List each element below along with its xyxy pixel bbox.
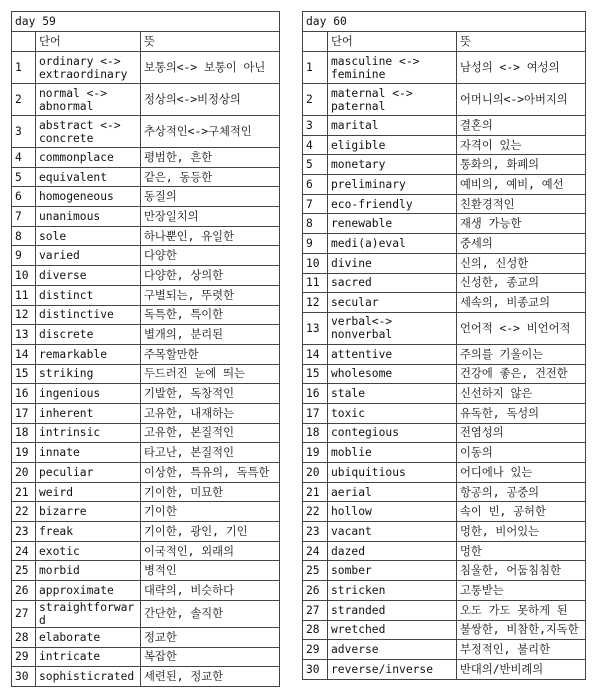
table-row [12, 226, 280, 246]
row-word: exotic [36, 541, 141, 561]
table-row [12, 403, 280, 423]
row-word: attentive [328, 344, 457, 364]
row-number: 24 [12, 541, 36, 561]
row-meaning: 두드러진 눈에 띄는 [141, 364, 280, 384]
row-number: 5 [303, 155, 328, 175]
table-row [303, 403, 586, 423]
table-row [303, 463, 586, 483]
row-meaning: 친환경적인 [457, 194, 586, 214]
row-meaning: 멍한 [457, 541, 586, 561]
header-number [12, 32, 36, 52]
row-meaning: 고유한, 내재하는 [141, 403, 280, 423]
table-row [12, 167, 280, 187]
table-row [303, 423, 586, 443]
row-number: 23 [12, 522, 36, 542]
row-number: 11 [303, 273, 328, 293]
table-row [303, 561, 586, 581]
row-word: moblie [328, 443, 457, 463]
row-word: ingenious [36, 384, 141, 404]
row-number: 7 [303, 194, 328, 214]
row-meaning: 독특한, 특이한 [141, 305, 280, 325]
table-header-row [303, 32, 586, 52]
row-word: contegious [328, 423, 457, 443]
row-meaning: 오도 가도 못하게 된 [457, 600, 586, 620]
table-row [303, 640, 586, 660]
table-header-row [12, 32, 280, 52]
table-row [12, 647, 280, 667]
table-row [12, 502, 280, 522]
row-number: 3 [303, 116, 328, 136]
table-row [303, 541, 586, 561]
row-word: medi(a)eval [328, 234, 457, 254]
row-number: 18 [303, 423, 328, 443]
row-meaning: 어머니의<->아버지의 [457, 84, 586, 116]
table-row [12, 325, 280, 345]
row-meaning: 간단한, 솔직한 [141, 600, 280, 627]
row-number: 17 [12, 403, 36, 423]
row-meaning: 재생 가능한 [457, 214, 586, 234]
table-row [303, 293, 586, 313]
row-number: 2 [12, 84, 36, 116]
row-meaning: 복잡한 [141, 647, 280, 667]
row-word: dazed [328, 541, 457, 561]
table-row [12, 522, 280, 542]
row-meaning: 고유한, 본질적인 [141, 423, 280, 443]
row-word: intricate [36, 647, 141, 667]
table-row [12, 541, 280, 561]
row-meaning: 남성의 <-> 여성의 [457, 52, 586, 84]
row-word: stale [328, 384, 457, 404]
row-meaning: 같은, 동등한 [141, 167, 280, 187]
table-title-row [303, 12, 586, 32]
row-word: hollow [328, 502, 457, 522]
row-word: preliminary [328, 175, 457, 195]
row-number: 28 [303, 620, 328, 640]
row-meaning: 다양한 [141, 246, 280, 266]
row-word: homogeneous [36, 187, 141, 207]
row-meaning: 고통받는 [457, 581, 586, 601]
table-row [303, 312, 586, 344]
row-word: maternal <-> paternal [328, 84, 457, 116]
row-number: 20 [303, 463, 328, 483]
table-row [303, 194, 586, 214]
table-row [12, 116, 280, 148]
table-row [12, 384, 280, 404]
row-meaning: 대략의, 비슷하다 [141, 581, 280, 601]
row-word: normal <-> abnormal [36, 84, 141, 116]
row-word: weird [36, 482, 141, 502]
row-word: aerial [328, 482, 457, 502]
row-number: 16 [303, 384, 328, 404]
row-number: 4 [12, 148, 36, 168]
row-word: adverse [328, 640, 457, 660]
row-meaning: 속이 빈, 공허한 [457, 502, 586, 522]
row-meaning: 신성한, 종교의 [457, 273, 586, 293]
table-row [303, 502, 586, 522]
table-row [12, 627, 280, 647]
table-row [303, 84, 586, 116]
row-word: intrinsic [36, 423, 141, 443]
row-number: 25 [12, 561, 36, 581]
row-meaning: 이상한, 특유의, 독특한 [141, 463, 280, 483]
table-row [12, 187, 280, 207]
table-row [303, 364, 586, 384]
table-row [12, 463, 280, 483]
row-number: 9 [303, 234, 328, 254]
row-number: 26 [12, 581, 36, 601]
vocab-table-day59 [11, 11, 280, 687]
row-number: 27 [303, 600, 328, 620]
row-meaning: 통화의, 화폐의 [457, 155, 586, 175]
row-word: eligible [328, 135, 457, 155]
row-number: 5 [12, 167, 36, 187]
row-meaning: 항공의, 공중의 [457, 482, 586, 502]
table-row [303, 344, 586, 364]
table-row [303, 135, 586, 155]
row-meaning: 타고난, 본질적인 [141, 443, 280, 463]
header-meaning: 뜻 [457, 32, 586, 52]
row-meaning: 평범한, 흔한 [141, 148, 280, 168]
table-row [12, 52, 280, 84]
table-row [12, 443, 280, 463]
table-row [303, 253, 586, 273]
row-word: equivalent [36, 167, 141, 187]
row-word: somber [328, 561, 457, 581]
row-meaning: 기이한 [141, 502, 280, 522]
row-number: 23 [303, 522, 328, 542]
header-word: 단어 [36, 32, 141, 52]
row-meaning: 구별되는, 뚜렷한 [141, 285, 280, 305]
table-row [303, 600, 586, 620]
row-word: stranded [328, 600, 457, 620]
row-word: toxic [328, 403, 457, 423]
row-number: 22 [12, 502, 36, 522]
row-meaning: 만장일치의 [141, 207, 280, 227]
row-word: discrete [36, 325, 141, 345]
row-word: bizarre [36, 502, 141, 522]
row-meaning: 신의, 신성한 [457, 253, 586, 273]
table-title: day 60 [303, 12, 586, 32]
row-number: 22 [303, 502, 328, 522]
row-number: 14 [12, 344, 36, 364]
table-row [303, 155, 586, 175]
row-word: ordinary <-> extraordinary [36, 52, 141, 84]
row-word: wretched [328, 620, 457, 640]
row-number: 14 [303, 344, 328, 364]
table-row [12, 667, 280, 687]
row-word: renewable [328, 214, 457, 234]
row-number: 21 [12, 482, 36, 502]
row-word: morbid [36, 561, 141, 581]
table-row [12, 364, 280, 384]
table-row [303, 116, 586, 136]
row-word: striking [36, 364, 141, 384]
row-number: 19 [12, 443, 36, 463]
table-row [12, 207, 280, 227]
row-word: marital [328, 116, 457, 136]
row-word: approximate [36, 581, 141, 601]
row-number: 21 [303, 482, 328, 502]
row-meaning: 건강에 좋은, 건전한 [457, 364, 586, 384]
table-row [303, 620, 586, 640]
row-number: 13 [12, 325, 36, 345]
row-number: 25 [303, 561, 328, 581]
row-word: distinctive [36, 305, 141, 325]
row-number: 1 [303, 52, 328, 84]
row-number: 6 [303, 175, 328, 195]
row-word: sole [36, 226, 141, 246]
row-word: commonplace [36, 148, 141, 168]
row-word: masculine <-> feminine [328, 52, 457, 84]
row-word: unanimous [36, 207, 141, 227]
header-meaning: 뜻 [141, 32, 280, 52]
row-meaning: 기이한, 광인, 기인 [141, 522, 280, 542]
row-meaning: 부정적인, 불리한 [457, 640, 586, 660]
row-meaning: 중세의 [457, 234, 586, 254]
row-word: monetary [328, 155, 457, 175]
row-word: reverse/inverse [328, 659, 457, 679]
row-meaning: 주목할만한 [141, 344, 280, 364]
row-meaning: 세련된, 정교한 [141, 667, 280, 687]
row-number: 19 [303, 443, 328, 463]
row-meaning: 이동의 [457, 443, 586, 463]
row-meaning: 기이한, 미묘한 [141, 482, 280, 502]
table-row [303, 273, 586, 293]
row-word: eco-friendly [328, 194, 457, 214]
row-word: freak [36, 522, 141, 542]
row-number: 11 [12, 285, 36, 305]
table-row [303, 443, 586, 463]
row-number: 7 [12, 207, 36, 227]
row-number: 10 [12, 266, 36, 286]
row-number: 17 [303, 403, 328, 423]
row-word: vacant [328, 522, 457, 542]
row-number: 8 [303, 214, 328, 234]
row-number: 30 [303, 659, 328, 679]
row-meaning: 병적인 [141, 561, 280, 581]
table-row [12, 84, 280, 116]
row-meaning: 자격이 있는 [457, 135, 586, 155]
row-meaning: 별개의, 분리된 [141, 325, 280, 345]
table-row [303, 214, 586, 234]
row-meaning: 언어적 <-> 비언어적 [457, 312, 586, 344]
row-number: 29 [303, 640, 328, 660]
header-word: 단어 [328, 32, 457, 52]
row-number: 10 [303, 253, 328, 273]
row-number: 12 [12, 305, 36, 325]
table-row [12, 581, 280, 601]
table-row [12, 344, 280, 364]
row-word: divine [328, 253, 457, 273]
row-meaning: 유독한, 독성의 [457, 403, 586, 423]
table-row [12, 561, 280, 581]
row-word: sophisticrated [36, 667, 141, 687]
row-meaning: 정교한 [141, 627, 280, 647]
row-number: 13 [303, 312, 328, 344]
row-word: verbal<-> nonverbal [328, 312, 457, 344]
row-number: 2 [303, 84, 328, 116]
row-number: 30 [12, 667, 36, 687]
row-meaning: 불쌍한, 비참한,지독한 [457, 620, 586, 640]
row-word: distinct [36, 285, 141, 305]
row-number: 3 [12, 116, 36, 148]
row-word: ubiquitious [328, 463, 457, 483]
row-word: secular [328, 293, 457, 313]
header-number [303, 32, 328, 52]
row-number: 27 [12, 600, 36, 627]
row-word: remarkable [36, 344, 141, 364]
row-meaning: 다양한, 상의한 [141, 266, 280, 286]
row-number: 24 [303, 541, 328, 561]
row-meaning: 신선하지 않은 [457, 384, 586, 404]
table-row [12, 423, 280, 443]
row-number: 8 [12, 226, 36, 246]
row-meaning: 전염성의 [457, 423, 586, 443]
row-number: 20 [12, 463, 36, 483]
row-number: 16 [12, 384, 36, 404]
row-meaning: 동질의 [141, 187, 280, 207]
row-meaning: 이국적인, 외래의 [141, 541, 280, 561]
row-word: peculiar [36, 463, 141, 483]
table-row [303, 52, 586, 84]
row-meaning: 하나뿐인, 유일한 [141, 226, 280, 246]
row-number: 15 [303, 364, 328, 384]
row-word: elaborate [36, 627, 141, 647]
row-meaning: 정상의<->비정상의 [141, 84, 280, 116]
table-row [12, 148, 280, 168]
row-number: 4 [303, 135, 328, 155]
row-number: 26 [303, 581, 328, 601]
table-row [303, 175, 586, 195]
row-word: diverse [36, 266, 141, 286]
row-word: abstract <-> concrete [36, 116, 141, 148]
row-meaning: 반대의/반비례의 [457, 659, 586, 679]
table-row [12, 266, 280, 286]
row-word: straightforward [36, 600, 141, 627]
row-number: 12 [303, 293, 328, 313]
row-word: innate [36, 443, 141, 463]
row-meaning: 어디에나 있는 [457, 463, 586, 483]
row-number: 18 [12, 423, 36, 443]
row-number: 1 [12, 52, 36, 84]
table-row [303, 659, 586, 679]
table-row [12, 600, 280, 627]
row-word: inherent [36, 403, 141, 423]
table-row [12, 285, 280, 305]
row-number: 6 [12, 187, 36, 207]
row-meaning: 주의를 기울이는 [457, 344, 586, 364]
row-meaning: 기발한, 독창적인 [141, 384, 280, 404]
row-meaning: 결혼의 [457, 116, 586, 136]
table-row [12, 482, 280, 502]
row-number: 15 [12, 364, 36, 384]
row-meaning: 침울한, 어둠침침한 [457, 561, 586, 581]
table-row [303, 522, 586, 542]
row-number: 28 [12, 627, 36, 647]
row-meaning: 세속의, 비종교의 [457, 293, 586, 313]
row-word: stricken [328, 581, 457, 601]
row-meaning: 예비의, 예비, 예선 [457, 175, 586, 195]
table-title-row [12, 12, 280, 32]
row-word: sacred [328, 273, 457, 293]
row-number: 29 [12, 647, 36, 667]
table-row [303, 581, 586, 601]
table-row [303, 482, 586, 502]
vocab-table-day60 [302, 11, 586, 680]
row-meaning: 보통의<-> 보통이 아닌 [141, 52, 280, 84]
table-title: day 59 [12, 12, 280, 32]
table-row [12, 305, 280, 325]
row-meaning: 멍한, 비어있는 [457, 522, 586, 542]
table-row [12, 246, 280, 266]
row-word: varied [36, 246, 141, 266]
row-word: wholesome [328, 364, 457, 384]
row-number: 9 [12, 246, 36, 266]
row-meaning: 추상적인<->구체적인 [141, 116, 280, 148]
table-row [303, 384, 586, 404]
table-row [303, 234, 586, 254]
